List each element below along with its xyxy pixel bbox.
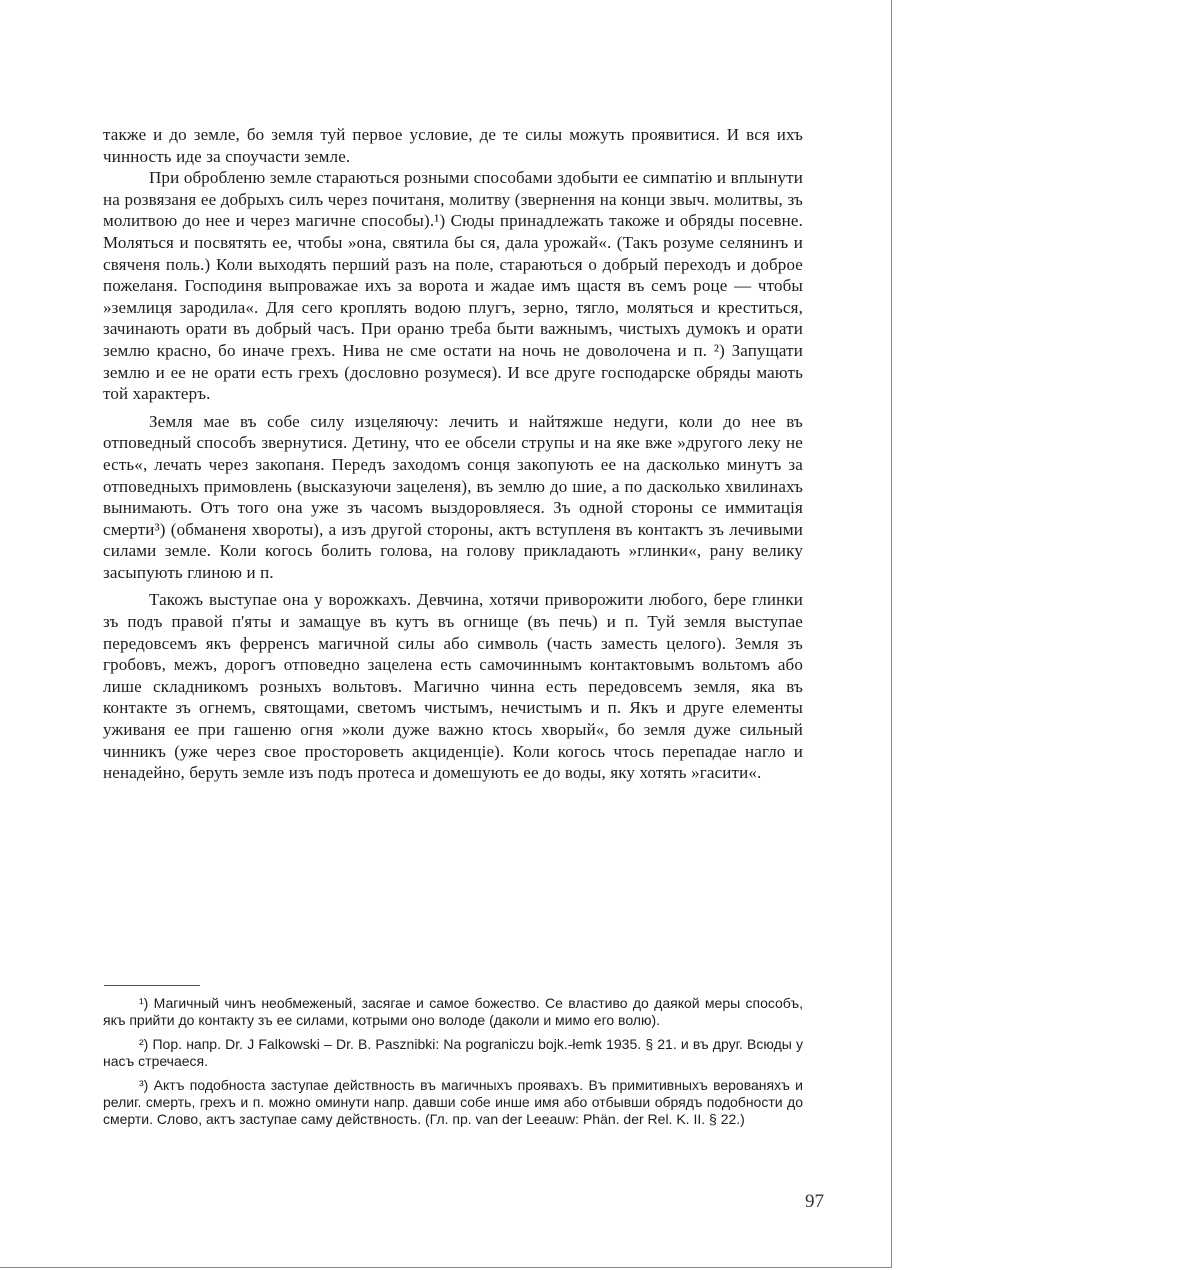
footnotes	[103, 995, 803, 1135]
paragraph-divination: Такожъ выступае она у ворожкахъ. Девчина, хотячи приворожити любого, бере глинки зъ подъ правой п'яты и замащуе въ кутъ въ огнище (въ печь) и п. Туй земля выступае передовсемъ якъ ферренсъ магичной силы абo символь (часть заместь цeлого). Земля зъ гробовъ, межъ, дорогъ отповедно зацелена есть самочиннымъ контактовымъ вольтомъ абo лише складникомъ розныхъ вольтовъ. Магично чинна есть передовсемъ земля, яка въ контакте зъ огнемъ, святощами, светомъ чистымъ, нечистымъ и п. Якъ и друге елементы уживаня ее при гашеню огня »коли дуже важно ктось хворый«, бо земля дуже сильный чинникъ (уже через свое простороветь акциденціе). Коли когось чтось перепадае нагло и ненадейно, беруть земле изъ подъ протеса и домешують ее до воды, яку хотять »гасити«.	[103, 590, 803, 783]
body-text	[103, 124, 803, 784]
footnote-divider	[104, 985, 200, 986]
paragraph-continuation: также и до земле, бо земля туй первое условие, де те силы можуть проявитися. И вся ихъ чинность иде за споучасти земле.	[103, 125, 803, 166]
footnote-1: ¹) Магичный чинъ необмеженый, засягае и самое божество. Се властиво до даякой меры способъ, якъ прийти до контакту зъ ее силами, котрыми оно володе (даколи и мимо его волю).	[103, 995, 803, 1029]
page-number: 97	[805, 1191, 824, 1212]
footnote-2: ²) Пор. напр. Dr. J Falkowski – Dr. B. Pasznibki: Na pograniczu bojk.-łemk 1935. § 21. и въ друг. Всюды у насъ стречаеся.	[103, 1035, 803, 1070]
paragraph-healing: Земля мае въ собе силу изцеляючу: лечить и найтяжше недуги, коли до нее въ отповедный способъ звернутися. Детину, что ее обсели струпы и на яке вже »другого леку не есть«, лечать через закопаня. Передъ заходомъ сонця закопують ее на дасколько минутъ за отповедныхъ примовлень (высказуючи зацеленя), въ землю до шие, а по дасколько хвилинахъ вынимають. Отъ того она уже зъ часомъ выздоровляеся. Зъ одной стороны се иммитація смерти³) (обманеня хвороты), а изъ другой стороны, актъ вступленя въ контактъ зъ лечивыми силами земле. Коли когось болить голова, на голову прикладають »глинки«, рану велику засыпують глиною и п.	[103, 411, 803, 582]
footnote-3: ³) Актъ подобноста заступае действность въ магичныхъ проявахъ. Въ примитивныхъ верованяхъ и религ. смерть, грехъ и п. можно оминути напр. давши собе инше имя або отбывши обрядъ подобности до смерти. Слово, актъ заступае саму действность. (Гл. пр. van der Leeauw: Phän. der Rel. K. II. § 22.)	[103, 1076, 803, 1128]
paragraph-cultivation: При обробленю земле стараються розными способами здобыти ее симпатію и вплынути на розвязаня ее добрыхъ силъ через почитаня, молитву (звернення на конци звыч. молитвы, зъ молитвою до нее и через магичне способы).¹) Сюды принадлежать такоже и обряды посевне. Моляться и посвятять ее, чтобы »она, святила бы ся, дала урожай«. (Такъ розуме селянинъ и свяченя поль.) Коли выходять перший разъ на поле, стараються о добрый переходъ и доброе пожеланя. Господиня выпроважае ихъ за ворота и жадае имъ щастя въ семъ роце — чтобы »землиця зародила«. Для сего кроплять водою плугъ, зерно, тягло, моляться и креститься, зачинають орати въ добрый часъ. При ораню треба быти важнымъ, чистыхъ думокъ и орати землю красно, бо иначе грехъ. Нива не сме остати на ночь не доволочена и п. ²) Запущати землю и ее не орати есть грехъ (дословно розумеся). И все друге господарске обряды мають той характеръ.	[103, 168, 803, 404]
